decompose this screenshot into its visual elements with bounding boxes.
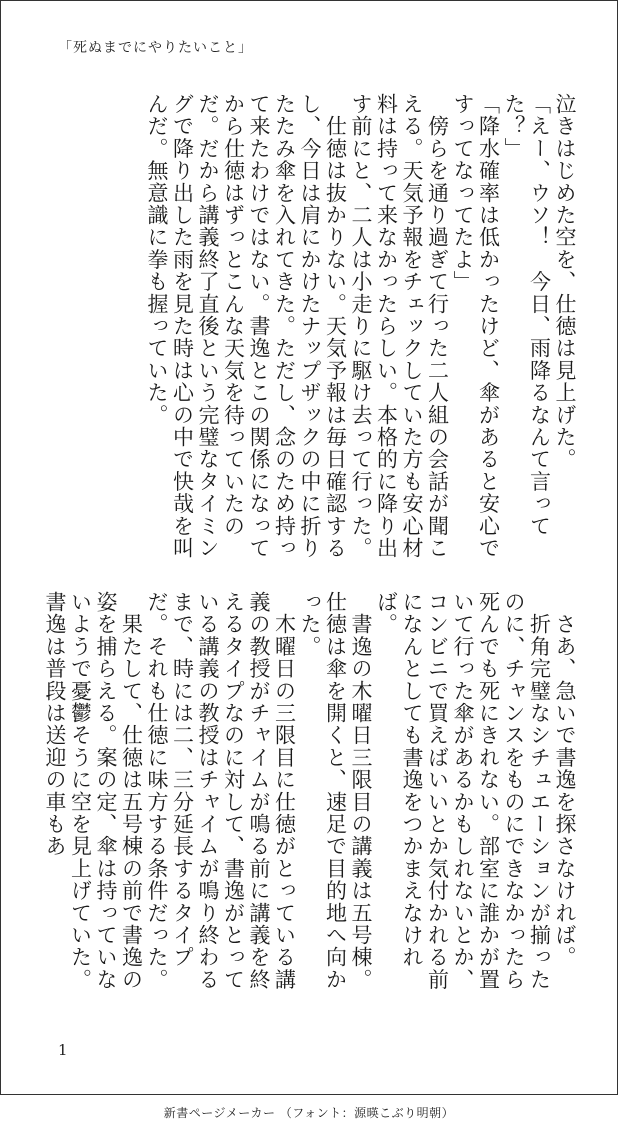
- paragraph: 書逸の木曜日三限目の講義は五号棟。仕徳は傘を開くと、速足で目的地へ向かった。: [298, 591, 373, 991]
- paragraph: 傍らを通り過ぎて行った二人組の会話が聞こえる。天気予報をチェックしていた方も安心材料は持って来なかったらしい。本格的に降り出す前にと、二人は小走りに駆け去って行った。: [349, 93, 450, 560]
- paragraph: 泣きはじめた空を、仕徳は見上げた。: [553, 93, 577, 471]
- paragraph: 仕徳は抜かりない。天気予報は毎日確認するし、今日は肩にかけたナップザックの中に折りたたみ傘を入れてきた。ただし、念のため持って来たわけではない。書逸とこの関係になってから仕徳はずっとこんな天気を待っていたのだ。だから講義終了直後という完璧なタイミングで降り出した雨を見た時は心の中で快哉を叫んだ。無意識に拳も握っていた。: [145, 93, 348, 560]
- lower-text-block: [43, 591, 577, 996]
- chapter-title: 「死ぬまでにやりたいこと」: [58, 40, 253, 56]
- paragraph: 果たして、仕徳は五号棟の前で書逸の姿を捕らえる。案の定、傘は持っていないようで憂鬱そうに空を見上げていた。書逸は普段は送迎の車もあ: [43, 591, 144, 991]
- page-number: 1: [58, 1041, 68, 1059]
- paragraph: 「降水確率は低かったけど、傘があると安心ですってなってたよ」: [451, 93, 501, 560]
- paragraph: 折角完璧なシチュエーションが揃ったのに、チャンスをものにできなかったら死んでも死にきれない。部室に誰かが置いて行った傘があるかもしれないとか、コンビニで買えばいいとか気付かれる前になんとしても書逸をつかまえなければ。: [374, 591, 552, 991]
- paragraph: 「えー、ウソ！ 今日、雨降るなんて言ってた？」: [502, 93, 552, 537]
- paragraph: 木曜日の三限目に仕徳がとっている講義の教授がチャイムが鳴る前に講義を終えるタイプなのに対して、書逸がとっている講義の教授はチャイムが鳴り終わるまで、時には二、三分延長するタイプだ。それも仕徳に味方する条件だった。: [145, 591, 297, 991]
- upper-text-block: [57, 93, 577, 563]
- paragraph: さあ、急いで書逸を探さなければ。: [553, 591, 577, 969]
- footer-credit: 新書ページメーカー （フォント：源暎こぶり明朝）: [163, 1106, 455, 1120]
